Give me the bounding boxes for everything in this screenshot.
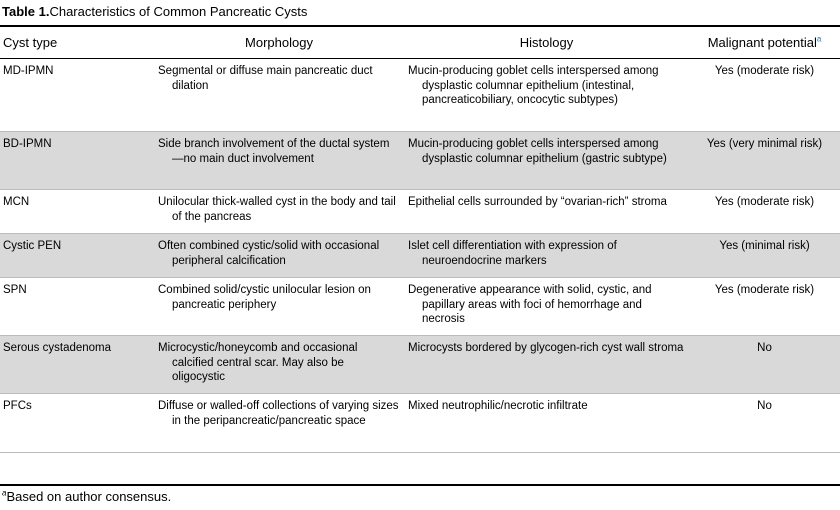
table-row [0,132,840,190]
cell-histology [404,278,689,336]
header-histology: Histology [404,28,689,59]
cell-morphology [154,336,404,394]
table-row [0,278,840,336]
header-cyst-type: Cyst type [0,28,154,59]
cell-histology-text: Microcysts bordered by glycogen-rich cyst wall stroma [408,342,684,354]
cell-cyst-type: PFCs [0,394,154,453]
cell-morphology [154,234,404,278]
header-morphology: Morphology [154,28,404,59]
cell-cyst-type: Serous cystadenoma [0,336,154,394]
cell-morphology [154,394,404,453]
table-row [0,394,840,453]
cell-histology [404,132,689,190]
cell-histology-text: Mixed neutrophilic/necrotic infiltrate [408,400,588,412]
table-footnote [2,489,171,505]
cell-morphology [154,190,404,234]
cell-histology [404,190,689,234]
cell-malignant-potential: Yes (moderate risk) [689,59,840,132]
cell-morphology-text: Often combined cystic/solid with occasional peripheral calcification [158,240,380,267]
cell-cyst-type: Cystic PEN [0,234,154,278]
table-row [0,59,840,132]
cell-cyst-type: BD-IPMN [0,132,154,190]
table-header [0,28,840,59]
cell-morphology [154,278,404,336]
cell-morphology-text: Combined solid/cystic unilocular lesion on pancreatic periphery [158,284,371,311]
header-malignant-potential [689,28,840,59]
cell-malignant-potential: Yes (moderate risk) [689,190,840,234]
cell-histology-text: Epithelial cells surrounded by “ovarian-rich” stroma [408,196,667,208]
cell-malignant-potential: Yes (minimal risk) [689,234,840,278]
header-row [0,28,840,59]
cell-histology [404,234,689,278]
table-caption-label: Table 1. [2,4,50,19]
cell-histology [404,59,689,132]
footnote-marker: a [2,488,7,498]
table-row [0,336,840,394]
table-row [0,234,840,278]
cell-cyst-type: MD-IPMN [0,59,154,132]
footnote-link-a[interactable]: a [816,34,822,44]
cell-cyst-type: SPN [0,278,154,336]
cell-histology [404,394,689,453]
cell-malignant-potential: No [689,394,840,453]
cell-morphology-text: Unilocular thick-walled cyst in the body and tail of the pancreas [158,196,396,223]
cell-malignant-potential: No [689,336,840,394]
footnote-text: Based on author consensus. [6,489,172,504]
cell-histology-text: Islet cell differentiation with expression of neuroendocrine markers [408,240,617,267]
cell-histology-text: Mucin-producing goblet cells interspersed among dysplastic columnar epithelium (gastric subtype) [408,138,667,165]
cell-morphology [154,132,404,190]
table-row [0,190,840,234]
cell-cyst-type: MCN [0,190,154,234]
cyst-characteristics-table [0,28,840,453]
cell-histology-text: Degenerative appearance with solid, cystic, and papillary areas with foci of hemorrhage and necrosis [408,284,652,325]
table-top-rule [0,25,840,27]
cell-histology [404,336,689,394]
header-malignant-potential-label: Malignant potential [707,34,817,50]
table-caption [2,4,307,20]
cell-morphology-text: Microcystic/honeycomb and occasional calcified central scar. May also be oligocystic [158,342,358,383]
table-bottom-rule [0,484,840,486]
cell-morphology-text: Side branch involvement of the ductal system—no main duct involvement [158,138,390,165]
cell-malignant-potential: Yes (moderate risk) [689,278,840,336]
table-caption-title: Characteristics of Common Pancreatic Cysts [49,4,308,19]
cell-morphology-text: Diffuse or walled-off collections of varying sizes in the peripancreatic/pancreatic space [158,400,399,427]
cell-malignant-potential: Yes (very minimal risk) [689,132,840,190]
cell-morphology-text: Segmental or diffuse main pancreatic duct dilation [158,65,373,92]
cell-histology-text: Mucin-producing goblet cells interspersed among dysplastic columnar epithelium (intestinal, pancreaticobiliary, oncocytic subtypes) [408,65,659,106]
table-body [0,59,840,453]
cell-morphology [154,59,404,132]
